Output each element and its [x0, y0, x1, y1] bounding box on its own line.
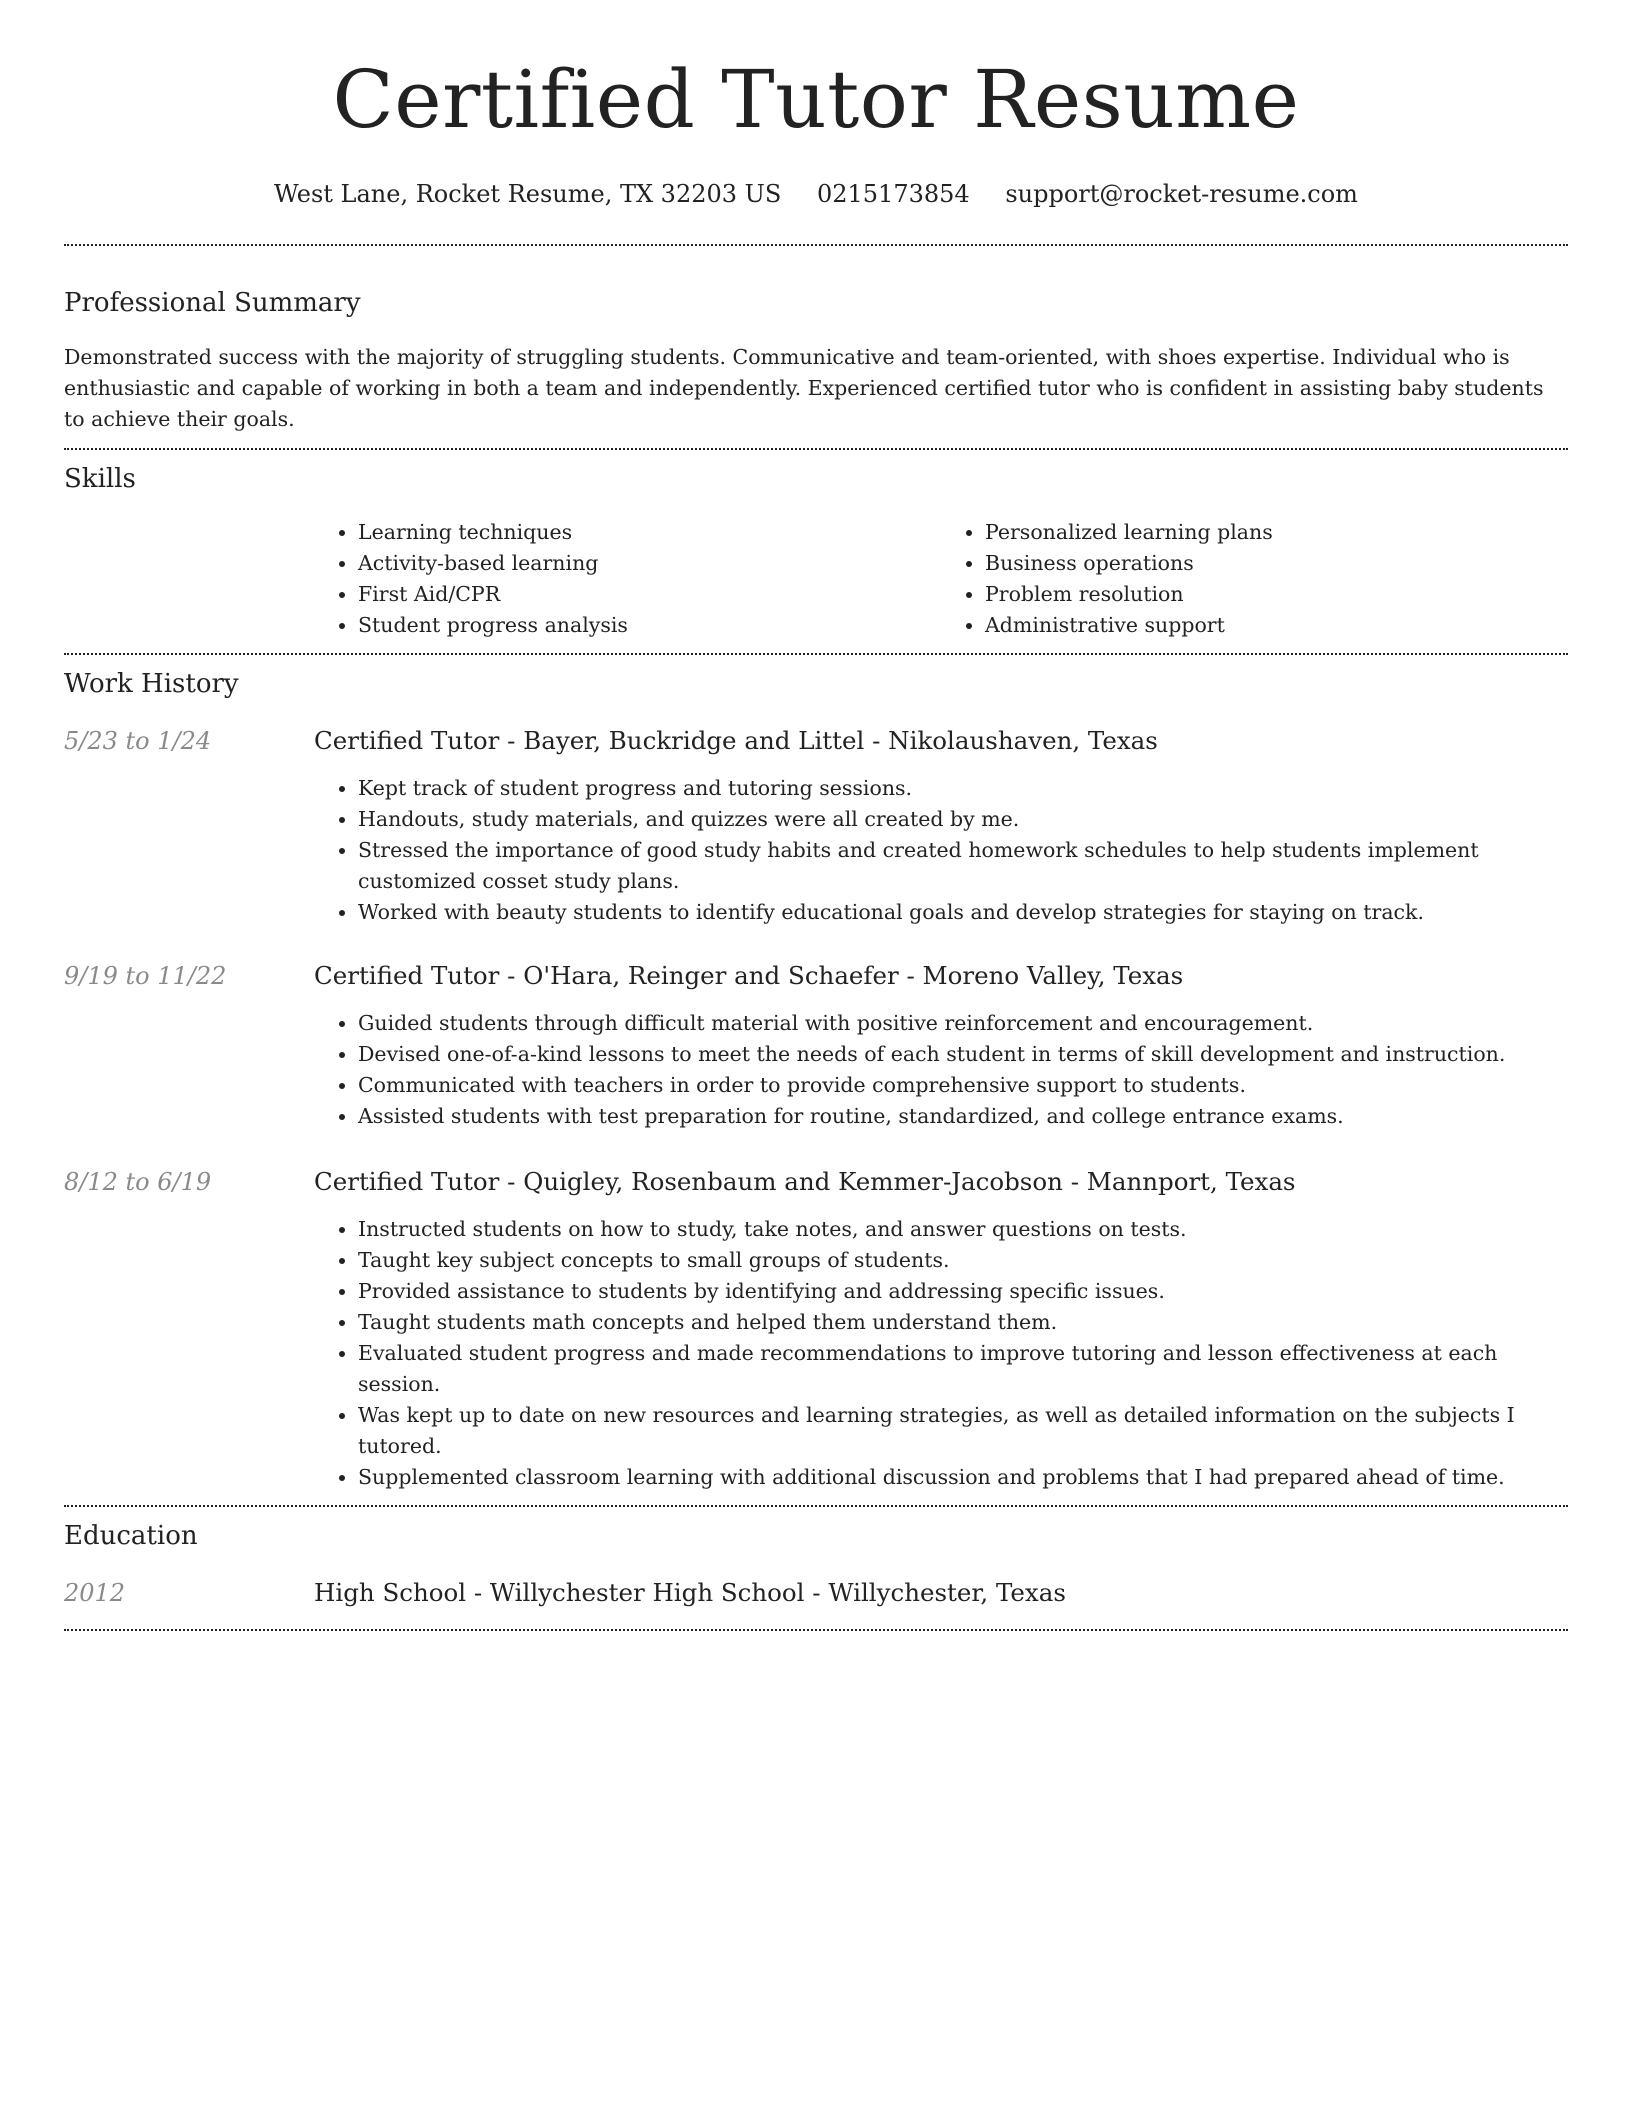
skill-item: • Problem resolution [985, 579, 1568, 610]
job-dates: 9/19 to 11/22 [64, 962, 227, 990]
skills-column-left [314, 517, 941, 641]
job-bullet: • Stressed the importance of good study habits and created homework schedules to help students implement customized cosset study plans. [358, 835, 1568, 897]
skills-section [64, 450, 1568, 641]
summary-text: Demonstrated success with the majority of struggling students. Communicative and team-oriented, with shoes expertise. Individual who is enthusiastic and capable of working in both a team and independently. Experienced certified tutor who is confident in assisting baby students to achieve their goals. [64, 345, 1544, 431]
job-bullet: • Supplemented classroom learning with additional discussion and problems that I had prepared ahead of time. [358, 1462, 1568, 1493]
job-bullet: • Assisted students with test preparation for routine, standardized, and college entrance exams. [358, 1101, 1568, 1132]
job-dates: 5/23 to 1/24 [64, 727, 212, 755]
education-year: 2012 [64, 1579, 126, 1607]
skill-item: • Personalized learning plans [985, 517, 1568, 548]
job-bullets [314, 1214, 1568, 1493]
contact-phone: 0215173854 [816, 180, 970, 208]
skill-item: • Administrative support [985, 610, 1568, 641]
work-history-heading: Work History [64, 669, 239, 699]
education-details: High School - Willychester High School - Willychester, Texas [314, 1578, 1066, 1607]
job-bullet: • Guided students through difficult material with positive reinforcement and encouragement. [358, 1008, 1568, 1039]
skill-item: • Learning techniques [358, 517, 941, 548]
job-title [314, 1166, 1296, 1198]
job-header [64, 960, 1568, 992]
job-role: Certified Tutor [314, 961, 500, 990]
contact-info [64, 178, 1568, 210]
job-entry [64, 960, 1568, 1132]
job-role: Certified Tutor [314, 726, 500, 755]
work-history-section [64, 655, 1568, 1493]
skills-column-right [941, 517, 1568, 641]
job-entry [64, 725, 1568, 928]
job-bullet: • Kept track of student progress and tutoring sessions. [358, 773, 1568, 804]
contact-address: West Lane, Rocket Resume, TX 32203 US [274, 180, 782, 208]
job-bullet: • Handouts, study materials, and quizzes were all created by me. [358, 804, 1568, 835]
resume-title: Certified Tutor Resume [332, 53, 1300, 146]
job-bullet: • Instructed students on how to study, take notes, and answer questions on tests. [358, 1214, 1568, 1245]
job-bullet: • Communicated with teachers in order to provide comprehensive support to students. [358, 1070, 1568, 1101]
education-section [64, 1507, 1568, 1609]
summary-heading: Professional Summary [64, 288, 361, 318]
skill-item: • Student progress analysis [358, 610, 941, 641]
job-bullet: • Evaluated student progress and made recommendations to improve tutoring and lesson effectiveness at each session. [358, 1338, 1568, 1400]
job-details: - Quigley, Rosenbaum and Kemmer-Jacobson - Mannport, Texas [499, 1167, 1296, 1196]
summary-section [64, 246, 1568, 435]
job-bullets [314, 773, 1568, 928]
job-header [64, 725, 1568, 757]
job-bullet: • Taught key subject concepts to small groups of students. [358, 1245, 1568, 1276]
job-header [64, 1166, 1568, 1198]
job-title [314, 960, 1183, 992]
job-bullet: • Was kept up to date on new resources and learning strategies, as well as detailed information on the subjects I tutored. [358, 1400, 1568, 1462]
job-bullet: • Worked with beauty students to identify educational goals and develop strategies for staying on track. [358, 897, 1568, 928]
education-heading: Education [64, 1521, 198, 1551]
job-bullet: • Taught students math concepts and helped them understand them. [358, 1307, 1568, 1338]
job-bullets [314, 1008, 1568, 1132]
skill-item: • Activity-based learning [358, 548, 941, 579]
job-details: - Bayer, Buckridge and Littel - Nikolaushaven, Texas [499, 726, 1158, 755]
contact-email: support@rocket-resume.com [1005, 180, 1358, 208]
job-bullet: • Provided assistance to students by identifying and addressing specific issues. [358, 1276, 1568, 1307]
job-details: - O'Hara, Reinger and Schaefer - Moreno Valley, Texas [499, 961, 1184, 990]
skills-heading: Skills [64, 464, 136, 494]
education-entry [64, 1577, 1568, 1609]
skill-item: • First Aid/CPR [358, 579, 941, 610]
job-entry [64, 1166, 1568, 1493]
divider [64, 1629, 1568, 1631]
job-role: Certified Tutor [314, 1167, 500, 1196]
skill-item: • Business operations [985, 548, 1568, 579]
skills-list [314, 517, 1568, 641]
job-title [314, 725, 1158, 757]
job-dates: 8/12 to 6/19 [64, 1168, 212, 1196]
job-bullet: • Devised one-of-a-kind lessons to meet the needs of each student in terms of skill development and instruction. [358, 1039, 1568, 1070]
